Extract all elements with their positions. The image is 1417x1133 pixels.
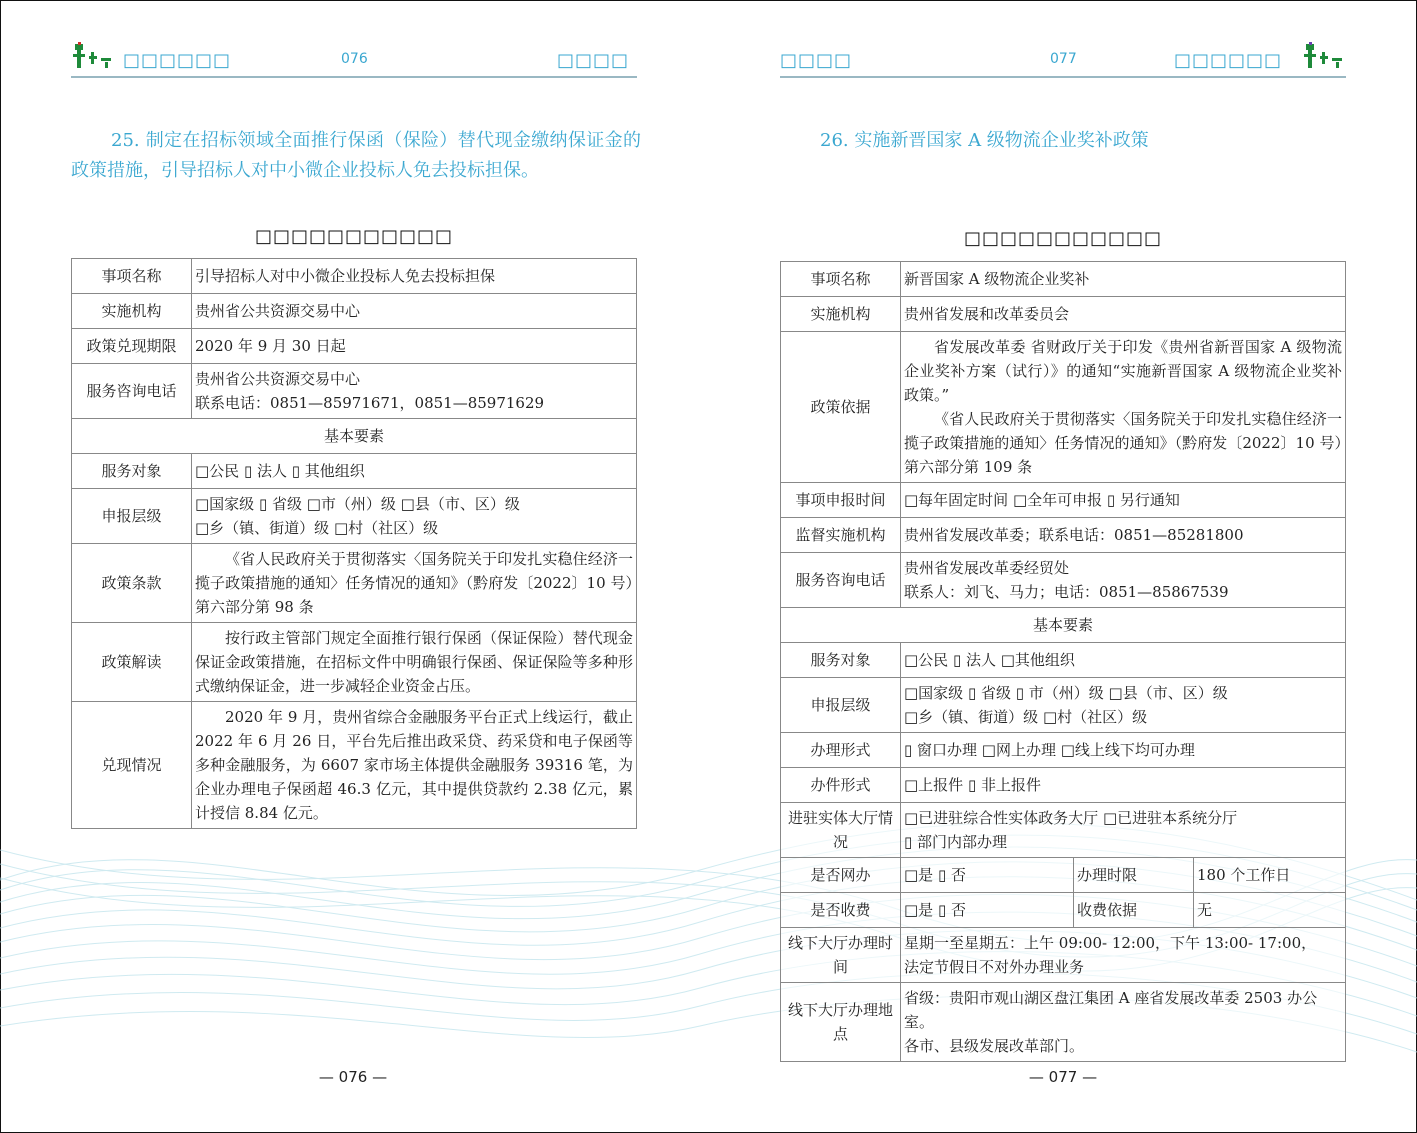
row-label: 监督实施机构 — [781, 518, 901, 553]
header-book-title: □□□□□□ — [1174, 50, 1283, 71]
header-page-number: 076 — [341, 51, 368, 67]
row-value: □已进驻综合性实体政务大厅 □已进驻本系统分厅 ▯ 部门内部办理 — [901, 803, 1346, 858]
table-row — [781, 297, 1346, 332]
row-label: 政策条款 — [72, 544, 192, 623]
row-value: □上报件 ▯ 非上报件 — [901, 768, 1346, 803]
row-label: 申报层级 — [781, 678, 901, 733]
policy-table — [71, 258, 637, 829]
row-value: 按行政主管部门规定全面推行银行保函（保证保险）替代现金保证金政策措施，在招标文件中明确银行保函、保证保险等多种形式缴纳保证金，进一步减轻企业资金占压。 — [192, 623, 637, 702]
row-value: □每年固定时间 □全年可申报 ▯ 另行通知 — [901, 483, 1346, 518]
row-value: 贵州省发展改革委经贸处 联系人：刘飞、马力；电话：0851—85867539 — [901, 553, 1346, 608]
table-row — [72, 329, 637, 364]
row-value: 省级：贵阳市观山湖区盘江集团 A 座省发展改革委 2503 办公室。 各市、县级发展改革部门。 — [901, 983, 1346, 1062]
row-value: □是 ▯ 否 — [901, 893, 1074, 928]
row-value: □是 ▯ 否 — [901, 858, 1074, 893]
table-row — [781, 893, 1346, 928]
row-label: 事项名称 — [781, 262, 901, 297]
table-row — [781, 858, 1346, 893]
page-footer-number: — 076 — — [318, 1068, 388, 1086]
row-label: 服务咨询电话 — [781, 553, 901, 608]
row-label: 政策依据 — [781, 332, 901, 483]
row-value: □公民 ▯ 法人 □其他组织 — [901, 643, 1346, 678]
page-header — [780, 40, 1346, 78]
row-label: 申报层级 — [72, 489, 192, 544]
table-row — [72, 364, 637, 419]
row-label: 事项名称 — [72, 259, 192, 294]
row-value: 《省人民政府关于贯彻落实〈国务院关于印发扎实稳住经济一揽子政策措施的通知〉任务情况的通知》（黔府发〔2022〕10 号）第六部分第 98 条 — [192, 544, 637, 623]
section-title: 25. 制定在招标领域全面推行保函（保险）替代现金缴纳保证金的政策措施，引导招标人对中小微企业投标人免去投标担保。 — [71, 130, 641, 181]
header-book-title: □□□□□□ — [123, 50, 232, 71]
row-value: □国家级 ▯ 省级 □市（州）级 □县（市、区）级 □乡（镇、街道）级 □村（社区）级 — [192, 489, 637, 544]
table-row — [72, 544, 637, 623]
table-row — [781, 518, 1346, 553]
row-label: 实施机构 — [72, 294, 192, 329]
row-label-secondary: 收费依据 — [1074, 893, 1194, 928]
row-label: 服务咨询电话 — [72, 364, 192, 419]
table-row — [72, 623, 637, 702]
table-row — [781, 332, 1346, 483]
table-row — [781, 983, 1346, 1062]
section-title: 26. 实施新晋国家 A 级物流企业奖补政策 — [820, 130, 1149, 151]
table-row — [781, 928, 1346, 983]
table-caption: □□□□□□□□□□□ — [963, 228, 1163, 249]
row-value: 引导招标人对中小微企业投标人免去投标担保 — [192, 259, 637, 294]
table-row — [781, 483, 1346, 518]
table-row — [781, 553, 1346, 608]
table-row — [72, 489, 637, 544]
row-label: 是否网办 — [781, 858, 901, 893]
table-row — [72, 294, 637, 329]
header-chapter: □□□□ — [780, 50, 853, 71]
row-label: 政策兑现期限 — [72, 329, 192, 364]
row-value: ▯ 窗口办理 □网上办理 □线上线下均可办理 — [901, 733, 1346, 768]
book-logo-icon — [71, 42, 117, 74]
section-row — [72, 419, 637, 454]
row-label: 是否收费 — [781, 893, 901, 928]
row-label: 服务对象 — [72, 454, 192, 489]
table-caption: □□□□□□□□□□□ — [254, 226, 454, 247]
row-value: □国家级 ▯ 省级 ▯ 市（州）级 □县（市、区）级 □乡（镇、街道）级 □村（社区）级 — [901, 678, 1346, 733]
table-row — [72, 259, 637, 294]
row-label: 线下大厅办理时间 — [781, 928, 901, 983]
section-row — [781, 608, 1346, 643]
table-row — [781, 733, 1346, 768]
section-row-label: 基本要素 — [72, 419, 637, 454]
row-value: 贵州省公共资源交易中心 — [192, 294, 637, 329]
page-footer-number: — 077 — — [1028, 1068, 1098, 1086]
row-label-secondary: 办理时限 — [1074, 858, 1194, 893]
row-value: □公民 ▯ 法人 ▯ 其他组织 — [192, 454, 637, 489]
row-value: 贵州省公共资源交易中心 联系电话：0851—85971671，0851—85971629 — [192, 364, 637, 419]
row-value: 贵州省发展改革委；联系电话：0851—85281800 — [901, 518, 1346, 553]
table-row — [781, 643, 1346, 678]
row-label: 兑现情况 — [72, 702, 192, 829]
table-row — [781, 262, 1346, 297]
row-label: 进驻实体大厅情况 — [781, 803, 901, 858]
row-value: 省发展改革委 省财政厅关于印发《贵州省新晋国家 A 级物流企业奖补方案（试行）》的通知“实施新晋国家 A 级物流企业奖补政策。” 《省人民政府关于贯彻落实〈国务院关于印发扎实稳住经济一揽子政策措施的通知〉任务情况的通知》（黔府发〔2022〕10 号）第六部分第 109 条 — [901, 332, 1346, 483]
section-row-label: 基本要素 — [781, 608, 1346, 643]
right-page — [708, 0, 1417, 1133]
page-header — [71, 40, 637, 78]
row-label: 办件形式 — [781, 768, 901, 803]
row-value: 新晋国家 A 级物流企业奖补 — [901, 262, 1346, 297]
row-value-secondary: 180 个工作日 — [1194, 858, 1346, 893]
header-chapter: □□□□ — [557, 50, 630, 71]
policy-table — [780, 261, 1346, 1062]
row-label: 事项申报时间 — [781, 483, 901, 518]
table-row — [781, 803, 1346, 858]
row-value: 星期一至星期五：上午 09:00- 12:00，下午 13:00- 17:00， 法定节假日不对外办理业务 — [901, 928, 1346, 983]
table-row — [781, 678, 1346, 733]
book-logo-icon — [1302, 42, 1348, 74]
row-label: 服务对象 — [781, 643, 901, 678]
row-label: 办理形式 — [781, 733, 901, 768]
header-page-number: 077 — [1050, 51, 1077, 67]
table-row — [72, 454, 637, 489]
row-value: 2020 年 9 月 30 日起 — [192, 329, 637, 364]
left-page — [0, 0, 708, 1133]
row-label: 实施机构 — [781, 297, 901, 332]
row-label: 政策解读 — [72, 623, 192, 702]
row-label: 线下大厅办理地点 — [781, 983, 901, 1062]
row-value: 2020 年 9 月，贵州省综合金融服务平台正式上线运行，截止 2022 年 6 月 26 日，平台先后推出政采贷、药采贷和电子保函等多种金融服务，为 6607 家市场主体提供金融服务 39316 笔，为企业办理电子保函超 46.3 亿元，其中提供贷款约 2.38 亿元，累计授信 8.84 亿元。 — [192, 702, 637, 829]
row-value-secondary: 无 — [1194, 893, 1346, 928]
row-value: 贵州省发展和改革委员会 — [901, 297, 1346, 332]
table-row — [781, 768, 1346, 803]
table-row — [72, 702, 637, 829]
